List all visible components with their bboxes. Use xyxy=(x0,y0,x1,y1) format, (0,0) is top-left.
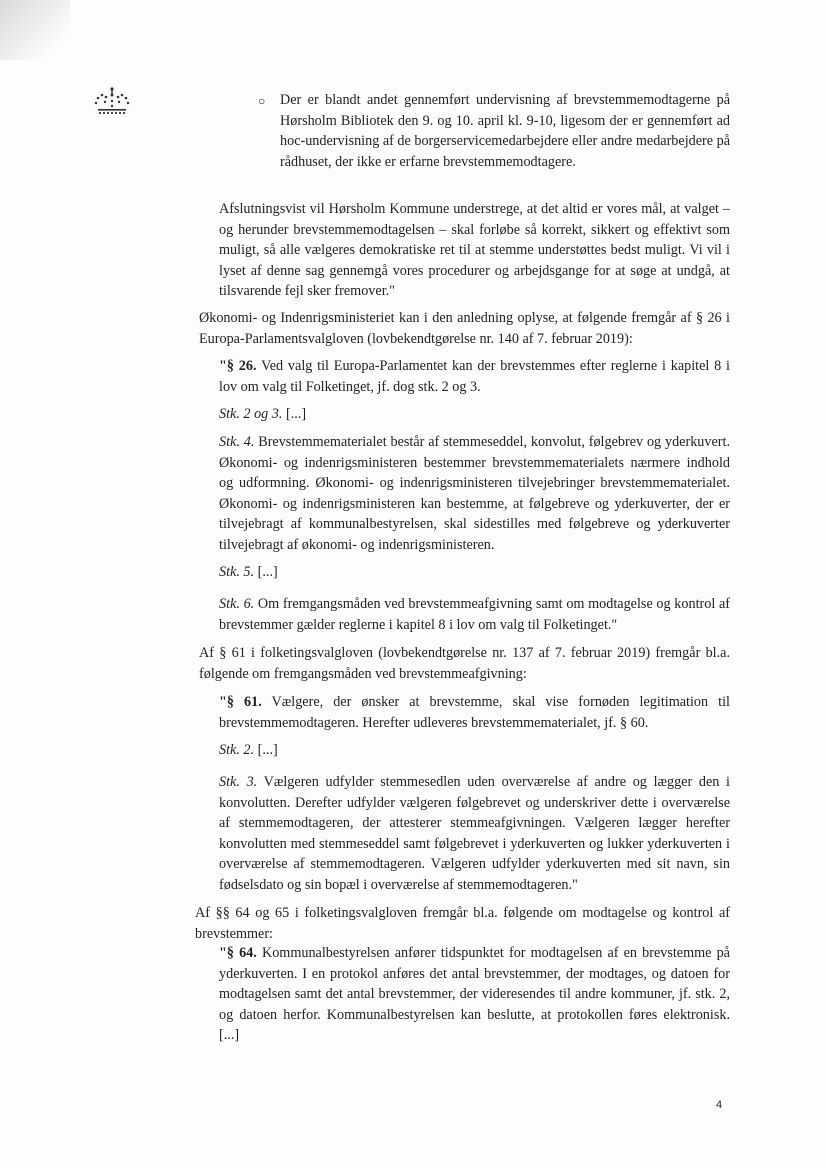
quote-s26-stk2-3: Stk. 2 og 3. [...] xyxy=(219,406,307,422)
bullet-paragraph: Der er blandt andet gennemført undervisning af brevstemmemodtagerne på Hørsholm Bibliotek den 9. og 10. april kl. 9-10, ligesom der er gennemført ad hoc-undervisning af de borgerservicemedarbejdere eller andre medarbejdere på rådhuset, der ikke er erfarne brevstemmemodtagere. xyxy=(280,92,730,170)
quote-s26-stk4: Stk. 4. Brevstemmematerialet består af stemmeseddel, konvolut, følgebrev og yderkuvert. Økonomi- og indenrigsministeren bestemmer brevstemmematerialets nærmere indhold og udformning. Økonomi- og indenrigsministeren tilvejebringer brevstemmematerialet. Økonomi- og indenrigsministeren kan bestemme, at følgebreve og yderkuverter, der er tilvejebragt af kommunalbestyrelsen, skal sidestilles med følgebreve og yderkuverter tilvejebragt af økonomi- og indenrigsministeren. xyxy=(219,434,730,553)
section-mark-s64: "§ 64. xyxy=(219,945,257,961)
section-mark-s61: "§ 61. xyxy=(219,694,262,710)
intro-paragraph-s64: Af §§ 64 og 65 i folketingsvalgloven fremgår bl.a. følgende om modtagelse og kontrol af brevstemmer: xyxy=(195,905,730,942)
section-mark-s26: "§ 26. xyxy=(219,358,257,374)
quote-s61-stk3: Stk. 3. Vælgeren udfylder stemmesedlen uden overværelse af andre og lægger den i konvolutten. Derefter udfylder vælgeren følgebrevet og underskriver dette i overværelse af stemmemodtageren, der attesterer stemmeafgivningen. Vælgeren lægger herefter konvolutten med stemmeseddel samt følgebrevet i yderkuverten og lukker yderkuverten i overværelse af stemmemodtageren. Vælgeren udfylder yderkuverten med sit navn, sin fødselsdato og sin bopæl i overværelse af stemmemodtageren." xyxy=(219,774,730,893)
closing-paragraph: Afslutningsvist vil Hørsholm Kommune understrege, at det altid er vores mål, at valget – og herunder brevstemmemodtagelsen – skal forløbe så korrekt, sikkert og effektivt som muligt, så alle vælgeres demokratiske ret til at stemme understøttes bedst muligt. Vi vil i lyset af denne sag gennemgå vores procedurer og arbejdsgange for at søge at undgå, at tilsvarende fejl sker fremover." xyxy=(219,201,730,299)
page-number: 4 xyxy=(716,1099,723,1111)
scan-edge-shadow xyxy=(0,0,70,60)
quote-s26-stk6: Stk. 6. Om fremgangsmåden ved brevstemmeafgivning samt om modtagelse og kontrol af brevstemmer gælder reglerne i kapitel 8 i lov om valg til Folketinget." xyxy=(219,596,730,633)
intro-paragraph-s26: Økonomi- og Indenrigsministeriet kan i den anledning oplyse, at følgende fremgår af § 26 i Europa-Parlamentsvalgloven (lovbekendtgørelse nr. 140 af 7. februar 2019): xyxy=(199,310,730,347)
bullet-marker: ○ xyxy=(258,94,266,108)
quote-s61-stk2: Stk. 2. [...] xyxy=(219,742,278,758)
quote-s61: "§ 61. Vælgere, der ønsker at brevstemme, skal vise fornøden legitimation til brevstemmemodtageren. Herefter udleveres brevstemmematerialet, jf. § 60. xyxy=(219,694,730,731)
crown-logo xyxy=(90,86,134,118)
intro-paragraph-s61: Af § 61 i folketingsvalgloven (lovbekendtgørelse nr. 137 af 7. februar 2019) fremgår bl.a. følgende om fremgangsmåden ved brevstemmeafgivning: xyxy=(199,645,730,682)
quote-s64: "§ 64. Kommunalbestyrelsen anfører tidspunktet for modtagelsen af en brevstemme på yderkuverten. I en protokol anføres det antal brevstemmer, der modtages, og datoen for modtagelsen samt det antal brevstemmer, der videresendes til andre kommuner, jf. stk. 2, og datoen herfor. Kommunalbestyrelsen kan beslutte, at protokollen føres elektronisk. [...] xyxy=(219,945,730,1043)
quote-s26: "§ 26. Ved valg til Europa-Parlamentet kan der brevstemmes efter reglerne i kapitel 8 i lov om valg til Folketinget, jf. dog stk. 2 og 3. xyxy=(219,358,730,395)
quote-s26-stk5: Stk. 5. [...] xyxy=(219,564,278,580)
